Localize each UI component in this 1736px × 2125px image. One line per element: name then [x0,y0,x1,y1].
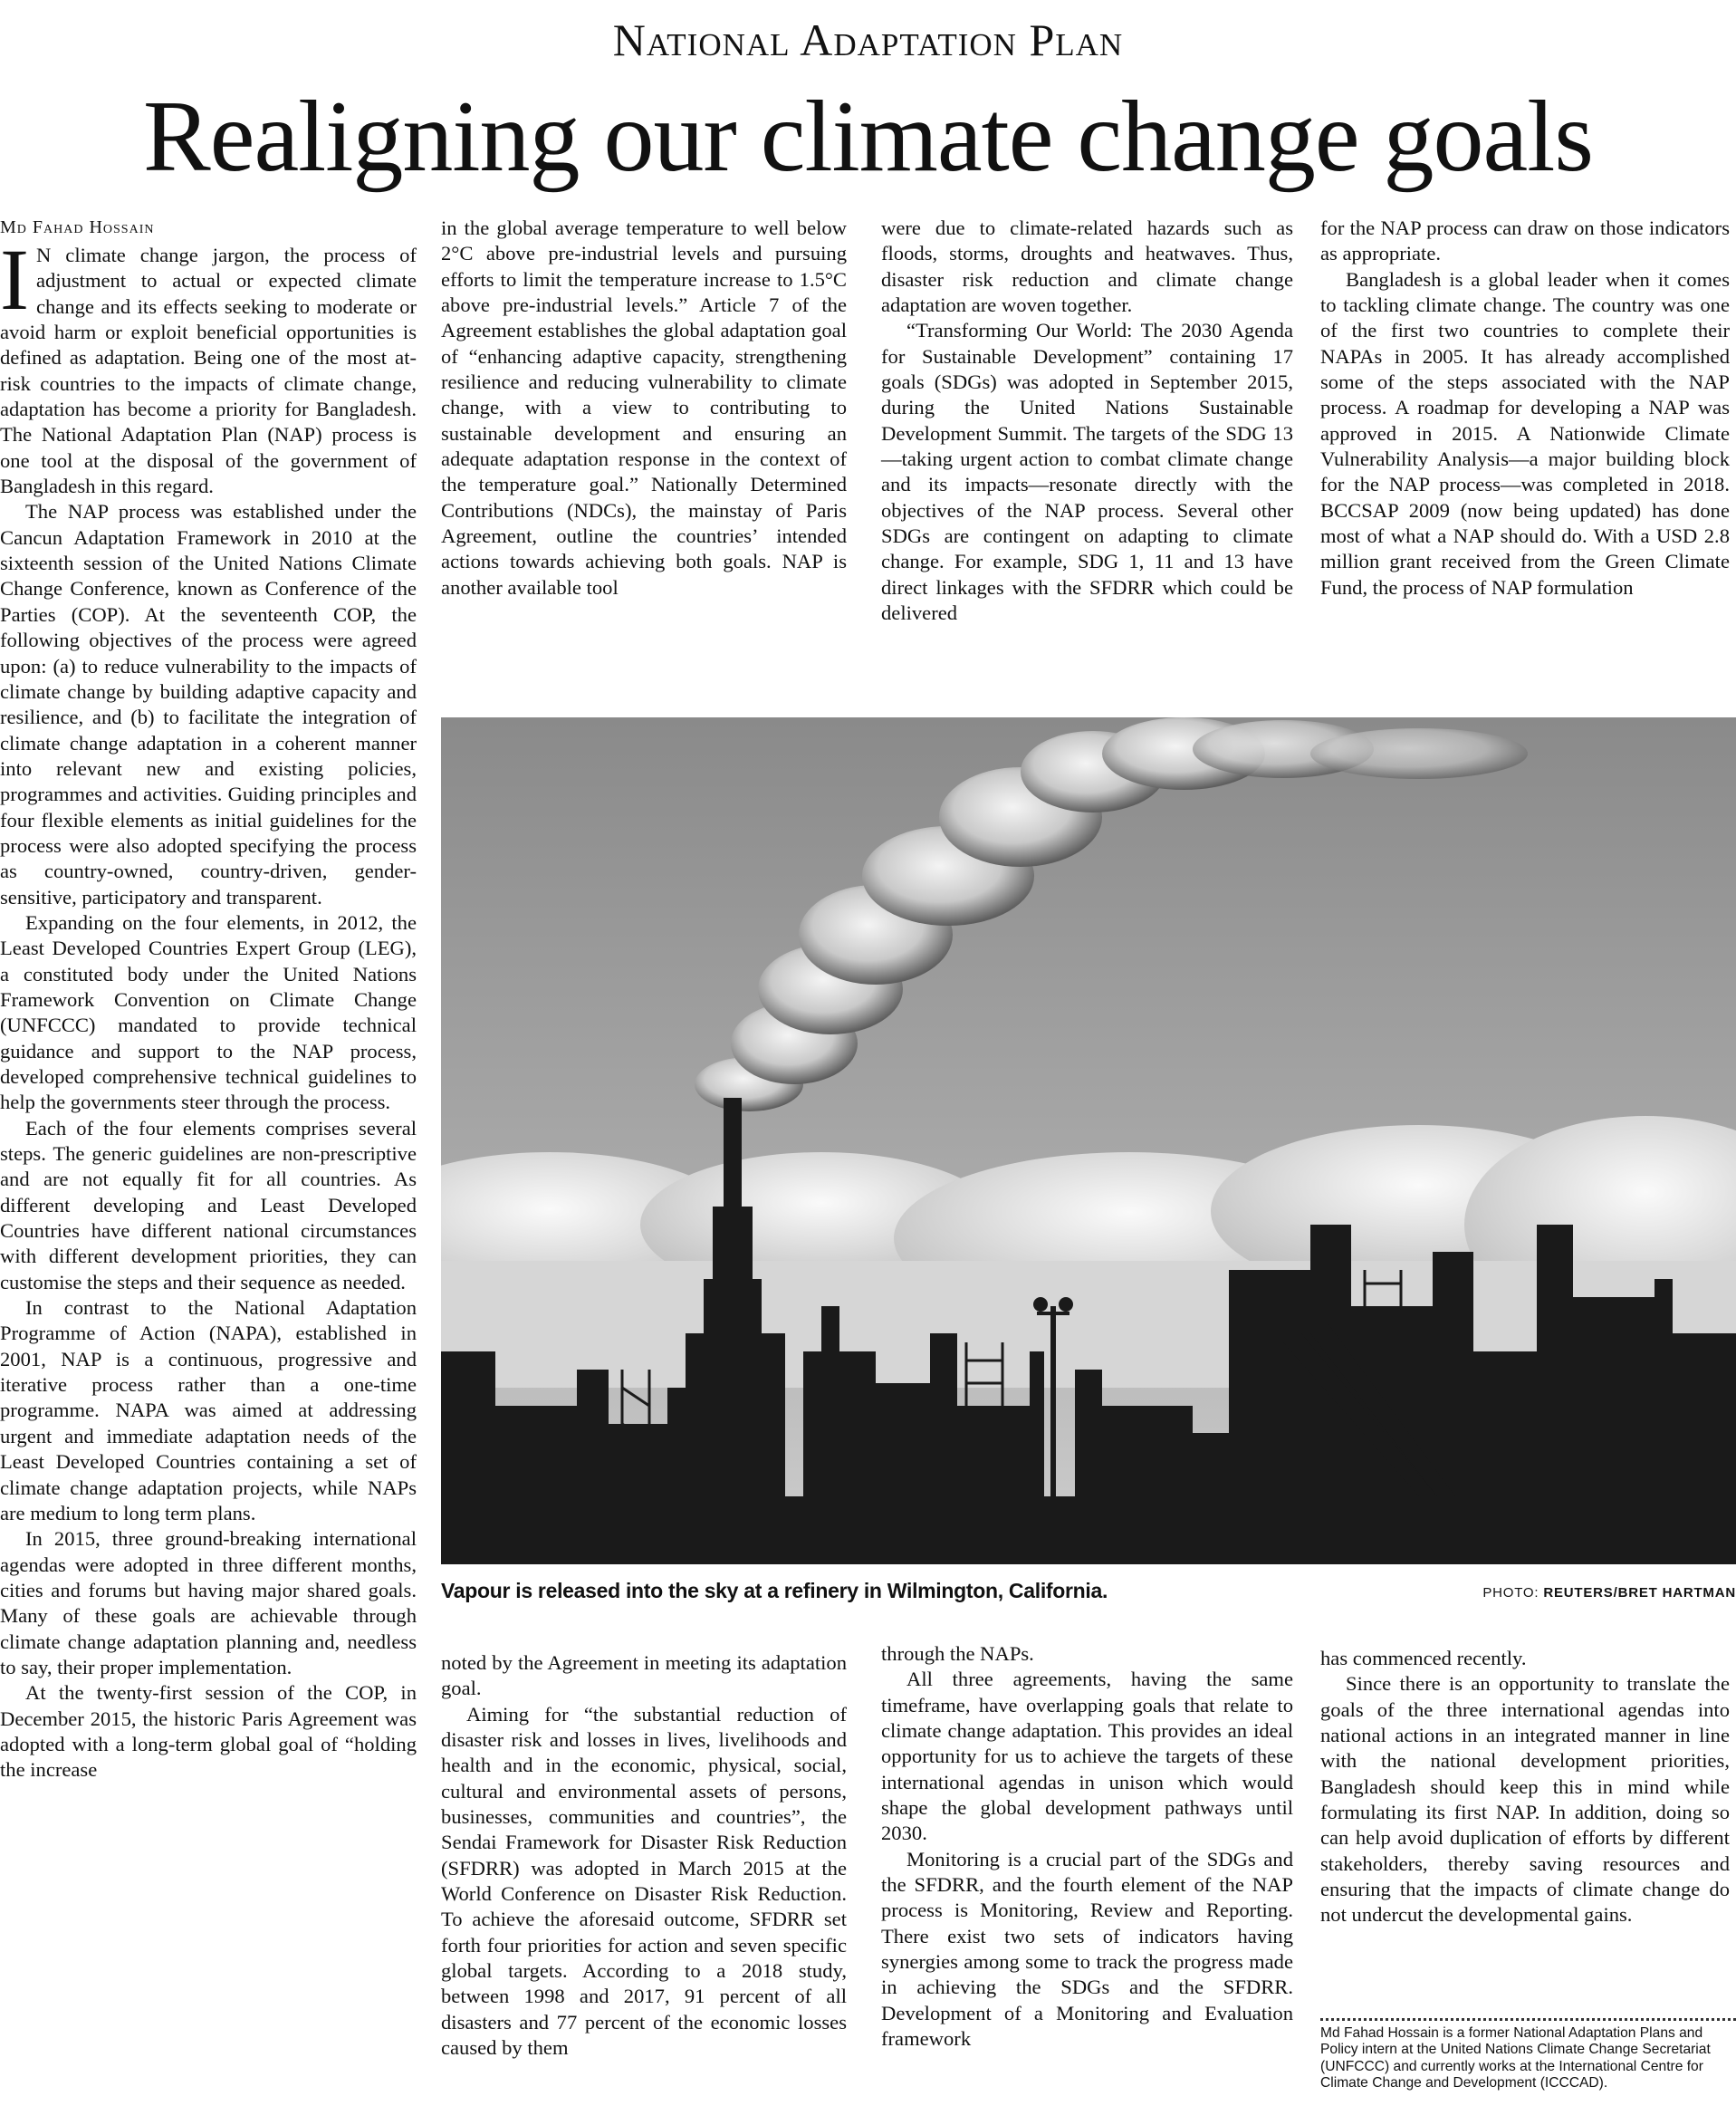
paragraph: At the twenty-first session of the COP, in December 2015, the historic Paris Agreement was adopted with a long-term global goal of “holding the increase [0,1681,417,1782]
article-column-3-top [881,216,1293,627]
paragraph: In contrast to the National Adaptation Programme of Action (NAPA), established in 2001, NAP is a continuous, progressive and iterative process rather than a one-time programme. NAPA was aimed at addressing urgent and immediate adaptation needs of the Least Developed Countries containing a set of climate change adaptation projects, while NAPs are medium to long term plans. [0,1296,417,1524]
photo-credit-label: PHOTO: [1482,1585,1539,1601]
refinery-photo [441,717,1736,1564]
article-column-2-top [441,216,847,601]
paragraph: Aiming for “the substantial reduction of disaster risk and losses in lives, livelihoods and health and in the economic, physical, social, cultural and environmental assets of persons, businesses, communities and countries”, the Sendai Framework for Disaster Risk Reduction (SFDRR) was adopted in March 2015 at the World Conference on Disaster Risk Reduction. To achieve the aforesaid outcome, SFDRR set forth four priorities for action and seven specific global targets. According to a 2018 study, between 1998 and 2017, 91 percent of all disasters and 77 percent of the economic losses caused by them [441,1702,847,2060]
photo-credit [1482,1585,1736,1601]
article-column-1 [0,231,417,2125]
paragraph: All three agreements, having the same timeframe, have overlapping goals that relate to climate change adaptation. This provides an ideal opportunity for us to achieve the targets of these international agendas in unison which would shape the global development pathways until 2030. [881,1668,1293,1845]
paragraph: The NAP process was established under the Cancun Adaptation Framework in 2010 at the sixteenth session of the United Nations Climate Change Conference, known as Conference of the Parties (COP). At the seventeenth COP, the following objectives of the process were agreed upon: (a) to reduce vulnerability to the impacts of climate change by building adaptive capacity and resilience, and (b) to facilitate the integration of climate change adaptation in a coherent manner into relevant new and existing policies, programmes and activities. Guiding principles and four flexible elements as initial guidelines for the process were also adopted specifying the process as country-owned, country-driven, gender-sensitive, participatory and transparent. [0,500,417,909]
author-bio: Md Fahad Hossain is a former National Adaptation Plans and Policy intern at the United Nations Climate Change Secretariat (UNFCCC) and currently works at the International Centre for Climate Change and Development (ICCCAD). [1320,2025,1711,2091]
section-label: National Adaptation Plan [612,14,1124,65]
paragraph: Bangladesh is a global leader when it comes to tackling climate change. The country was one of the first two countries to complete their NAPAs in 2005. It has already accomplished some of the steps associated with the NAP process. A roadmap for developing a NAP was approved in 2015. A Nationwide Climate Vulnerability Analysis—a major building block for the NAP process—was completed in 2018. BCCSAP 2009 (now being updated) has done most of what a NAP should do. With a USD 2.8 million grant received from the Green Climate Fund, the process of NAP formulation [1320,267,1730,599]
photo-caption: Vapour is released into the sky at a refinery in Wilmington, California. [441,1579,1108,1602]
photo-credit-source: REUTERS/BRET HARTMAN [1543,1585,1736,1601]
lead-paragraph [0,231,417,499]
paragraph: In 2015, three ground-breaking international agendas were adopted in three different months, cities and forums but having major shared goals. Many of these goals are achievable through climate change adaptation planning and, needless to say, their proper implementation. [0,1527,417,1678]
paragraph: “Transforming Our World: The 2030 Agenda for Sustainable Development” containing 17 goals (SDGs) was adopted in September 2015, during the United Nations Sustainable Development Summit. The targets of the SDG 13—taking urgent action to combat climate change and its impacts—resonate directly with the objectives of the NAP process. Several other SDGs are contingent on adapting to climate change. For example, SDG 1, 11 and 13 have direct linkages with the SFDRR which could be delivered [881,319,1293,625]
paragraph: Monitoring is a crucial part of the SDGs and the SFDRR, and the fourth element of the NAP process is Monitoring, Review and Reporting. There exist two sets of indicators having synergies among some to track the progress made in achieving the SDGs and the SFDRR. Development of a Monitoring and Evaluation framework [881,1847,1293,2051]
paragraph: Expanding on the four elements, in 2012, the Least Developed Countries Expert Group (LEG), a constituted body under the United Nations Framework Convention on Climate Change (UNFCCC) mandated to provide technical guidance and support to the NAP process, developed comprehensive technical guidelines to help the governments steer through the process. [0,910,417,1114]
lead-text: N climate change jargon, the process of adjustment to actual or expected climate change and its effects seeking to moderate or avoid harm or exploit beneficial opportunities is defined as adaptation. Being one of the most at-risk countries to the impacts of climate change, adaptation has become a priority for Bangladesh. The National Adaptation Plan (NAP) process is one tool at the disposal of the government of Bangladesh in this regard. [0,244,417,498]
headline: Realigning our climate change goals [143,81,1593,193]
article-column-4-top [1320,216,1730,601]
paragraph: in the global average temperature to well below 2°C above pre-industrial levels and pursuing efforts to limit the temperature increase to 1.5°C above pre-industrial levels.” Article 7 of the Agreement establishes the global adaptation goal of “enhancing adaptive capacity, strengthening resilience and reducing vulnerability to climate change, with a view to contributing to sustainable development and ensuring an adequate adaptation response in the context of the temperature goal.” Nationally Determined Contributions (NDCs), the mainstay of Paris Agreement, outline the countries’ intended actions towards achieving both goals. NAP is another available tool [441,216,847,599]
article-column-3-bottom [881,1641,1293,2053]
paragraph: for the NAP process can draw on those indicators as appropriate. [1320,216,1730,265]
byline: Md Fahad Hossain [0,217,155,237]
article-column-2-bottom [441,1650,847,2062]
paragraph: has commenced recently. [1320,1647,1527,1669]
paragraph: through the NAPs. [881,1642,1034,1665]
paragraph: Each of the four elements comprises several steps. The generic guidelines are non-prescriptive and are not equally fit for all countries. As different developing and Least Developed Countries have different national circumstances with different development priorities, they can customise the steps and their sequence as needed. [0,1116,417,1293]
drop-cap: I [0,231,29,328]
paragraph: were due to climate-related hazards such as floods, storms, droughts and heatwaves. Thus, disaster risk reduction and climate change adaptation are woven together. [881,216,1293,317]
paragraph: noted by the Agreement in meeting its adaptation goal. [441,1651,847,1700]
paragraph: Since there is an opportunity to translate the goals of the three international agendas into national actions in an integrated manner in line with the national development priorities, Bangladesh should keep this in mind while formulating its first NAP. In addition, doing so can help avoid duplication of efforts by different stakeholders, thereby saving resources and ensuring that the impacts of climate change do not undercut the developmental gains. [1320,1672,1730,1927]
article-column-4-bottom [1320,1646,1730,1928]
bio-divider [1320,2018,1736,2021]
